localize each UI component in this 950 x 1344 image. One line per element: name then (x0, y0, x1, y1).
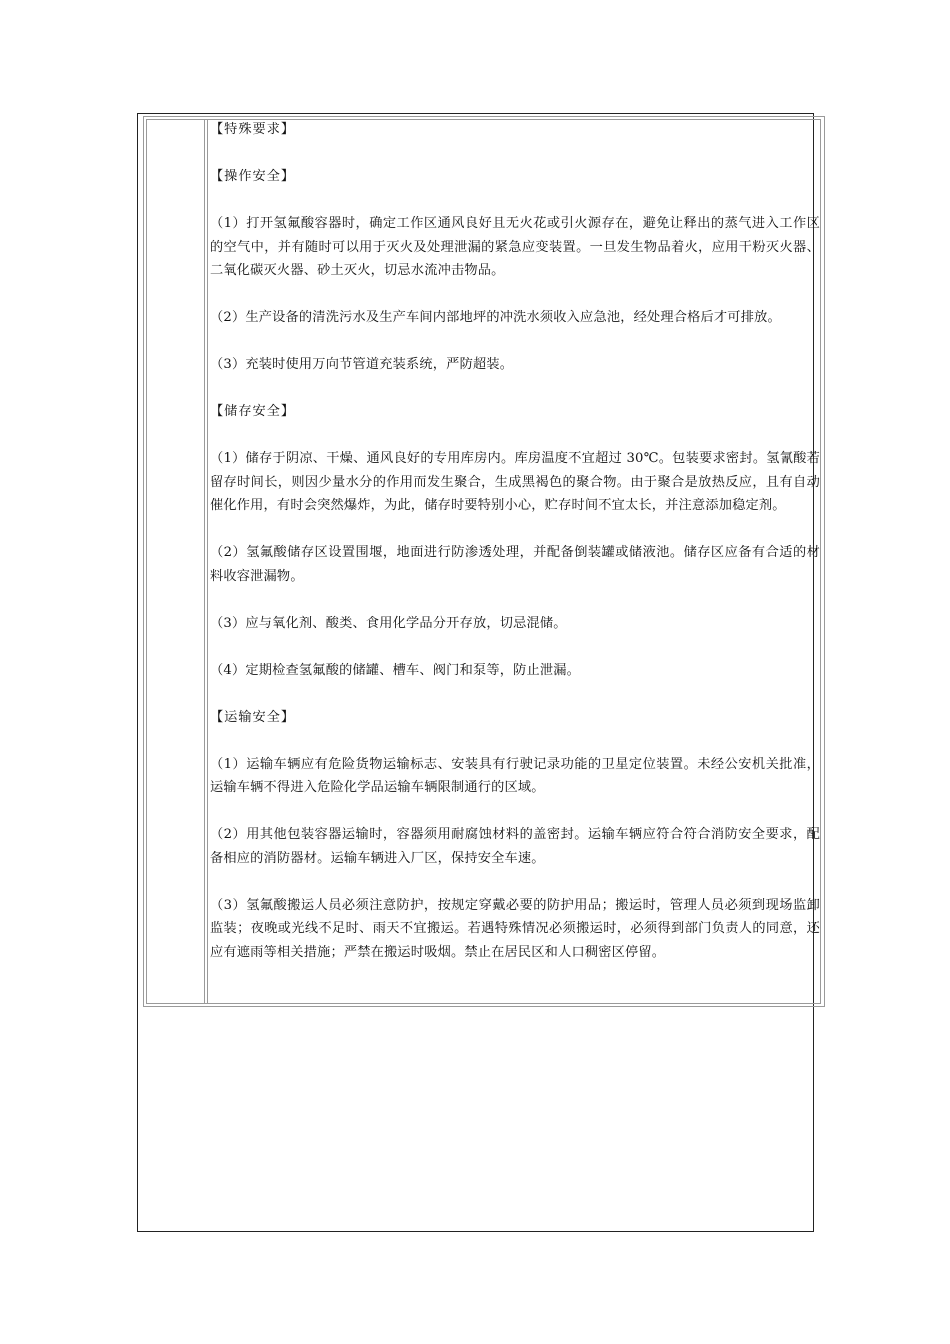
transport-safety-heading: 【运输安全】 (210, 709, 296, 725)
storage-safety-item: （4）定期检查氢氟酸的储罐、槽车、阀门和泵等，防止泄漏。 (210, 662, 581, 678)
storage-safety-item: （2）氢氟酸储存区设置围堰，地面进行防渗透处理，并配备倒装罐或储液池。储存区应备有合适的材料收容泄漏物。 (210, 545, 820, 584)
storage-safety-item: （1）储存于阴凉、干燥、通风良好的专用库房内。库房温度不宜超过 30℃。包装要求密封。氢氰酸若留存时间长，则因少量水分的作用而发生聚合，生成黑褐色的聚合物。由于聚合是放热反应，且有自动催化作用，有时会突然爆炸，为此，储存时要特别小心，贮存时间不宜太长，并注意添加稳定剂。 (210, 451, 820, 513)
table-content-cell (210, 118, 820, 964)
transport-safety-item: （2）用其他包装容器运输时，容器须用耐腐蚀材料的盖密封。运输车辆应符合符合消防安全要求，配备相应的消防器材。运输车辆进入厂区，保持安全车速。 (210, 827, 820, 866)
transport-safety-item: （3）氢氟酸搬运人员必须注意防护，按规定穿戴必要的防护用品；搬运时，管理人员必须到现场监卸监装；夜晚或光线不足时、雨天不宜搬运。若遇特殊情况必须搬运时，必须得到部门负责人的同意，还应有遮雨等相关措施；严禁在搬运时吸烟。禁止在居民区和人口稠密区停留。 (210, 897, 820, 960)
special-requirements-heading: 【特殊要求】 (210, 122, 296, 137)
storage-safety-heading: 【储存安全】 (210, 404, 296, 419)
transport-safety-item: （1）运输车辆应有危险货物运输标志、安装具有行驶记录功能的卫星定位装置。未经公安机关批准，运输车辆不得进入危险化学品运输车辆限制通行的区域。 (210, 756, 820, 795)
column-divider (207, 119, 208, 1004)
operation-safety-item: （1）打开氢氟酸容器时，确定工作区通风良好且无火花或引火源存在，避免让释出的蒸气进入工作区的空气中，并有随时可以用于灭火及处理泄漏的紧急应变装置。一旦发生物品着火，应用干粉灭火器、二氧化碳灭火器、砂土灭火，切忌水流冲击物品。 (210, 216, 820, 278)
storage-safety-item: （3）应与氧化剂、酸类、食用化学品分开存放，切忌混储。 (210, 615, 567, 631)
operation-safety-item: （2）生产设备的清洗污水及生产车间内部地坪的冲洗水须收入应急池，经处理合格后才可排放。 (210, 310, 781, 325)
operation-safety-heading: 【操作安全】 (210, 169, 296, 184)
operation-safety-item: （3）充装时使用万向节管道充装系统，严防超装。 (210, 357, 514, 372)
column-divider (204, 119, 205, 1004)
